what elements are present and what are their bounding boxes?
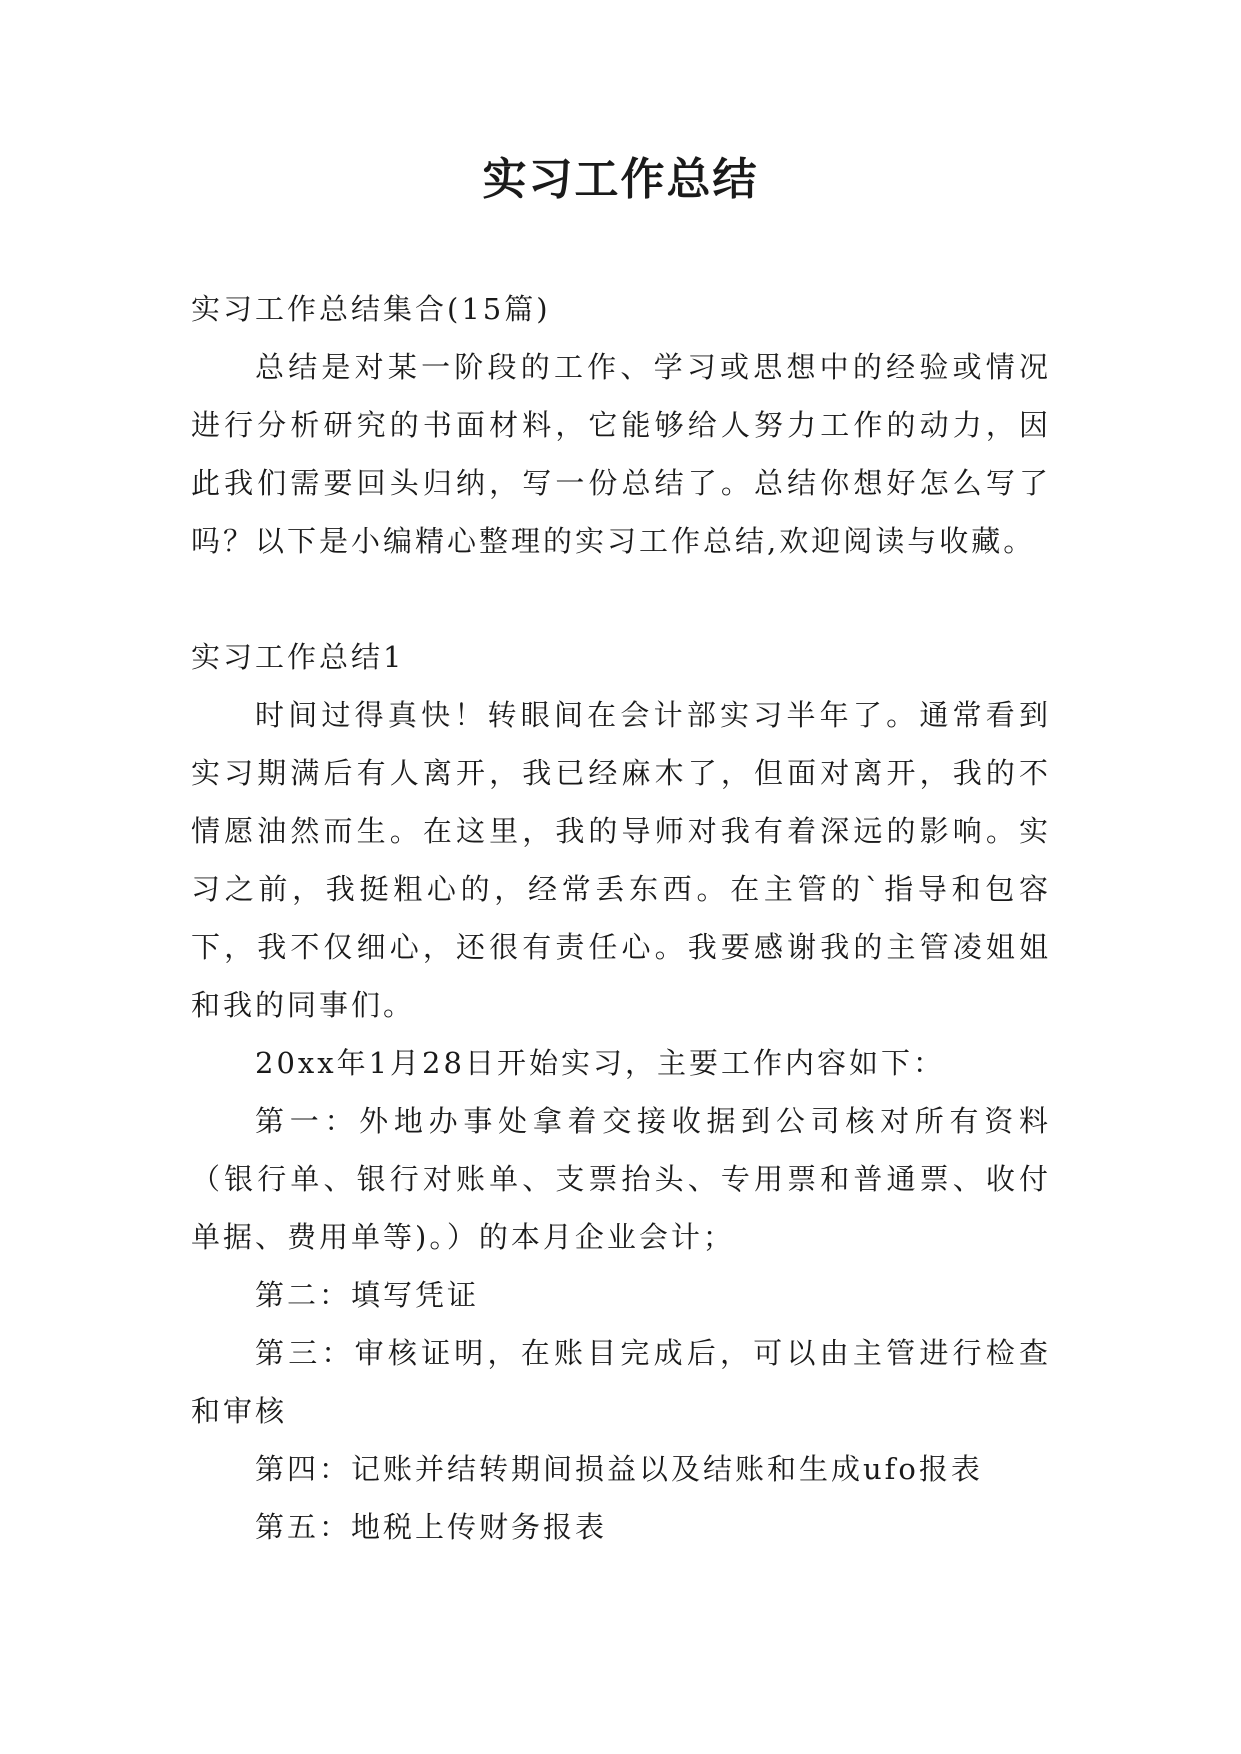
section-paragraph: 时间过得真快！转眼间在会计部实习半年了。通常看到实习期满后有人离开，我已经麻木了，但面对离开，我的不情愿油然而生。在这里，我的导师对我有着深远的影响。实习之前，我挺粗心的，经常丢东西。在主管的`指导和包容下，我不仅细心，还很有责任心。我要感谢我的主管凌姐姐和我的同事们。 [191,698,1051,1022]
document-body [191,280,1051,1556]
intro-paragraph: 总结是对某一阶段的工作、学习或思想中的经验或情况进行分析研究的书面材料，它能够给人努力工作的动力，因此我们需要回头归纳，写一份总结了。总结你想好怎么写了吗？以下是小编精心整理的实习工作总结,欢迎阅读与收藏。 [191,350,1051,558]
list-item: 第四：记账并结转期间损益以及结账和生成ufo报表 [255,1452,983,1486]
list-item: 第五：地税上传财务报表 [255,1510,608,1544]
document-title: 实习工作总结 [482,154,759,205]
list-item: 第三：审核证明，在账目完成后，可以由主管进行检查和审核 [191,1336,1051,1428]
section-heading: 实习工作总结1 [191,640,405,674]
subtitle: 实习工作总结集合(15篇) [191,292,551,326]
list-item: 第二：填写凭证 [255,1278,480,1312]
list-item: 第一：外地办事处拿着交接收据到公司核对所有资料（银行单、银行对账单、支票抬头、专用票和普通票、收付单据、费用单等)。）的本月企业会计； [191,1104,1051,1254]
section-paragraph: 20xx年1月28日开始实习，主要工作内容如下： [255,1046,945,1080]
